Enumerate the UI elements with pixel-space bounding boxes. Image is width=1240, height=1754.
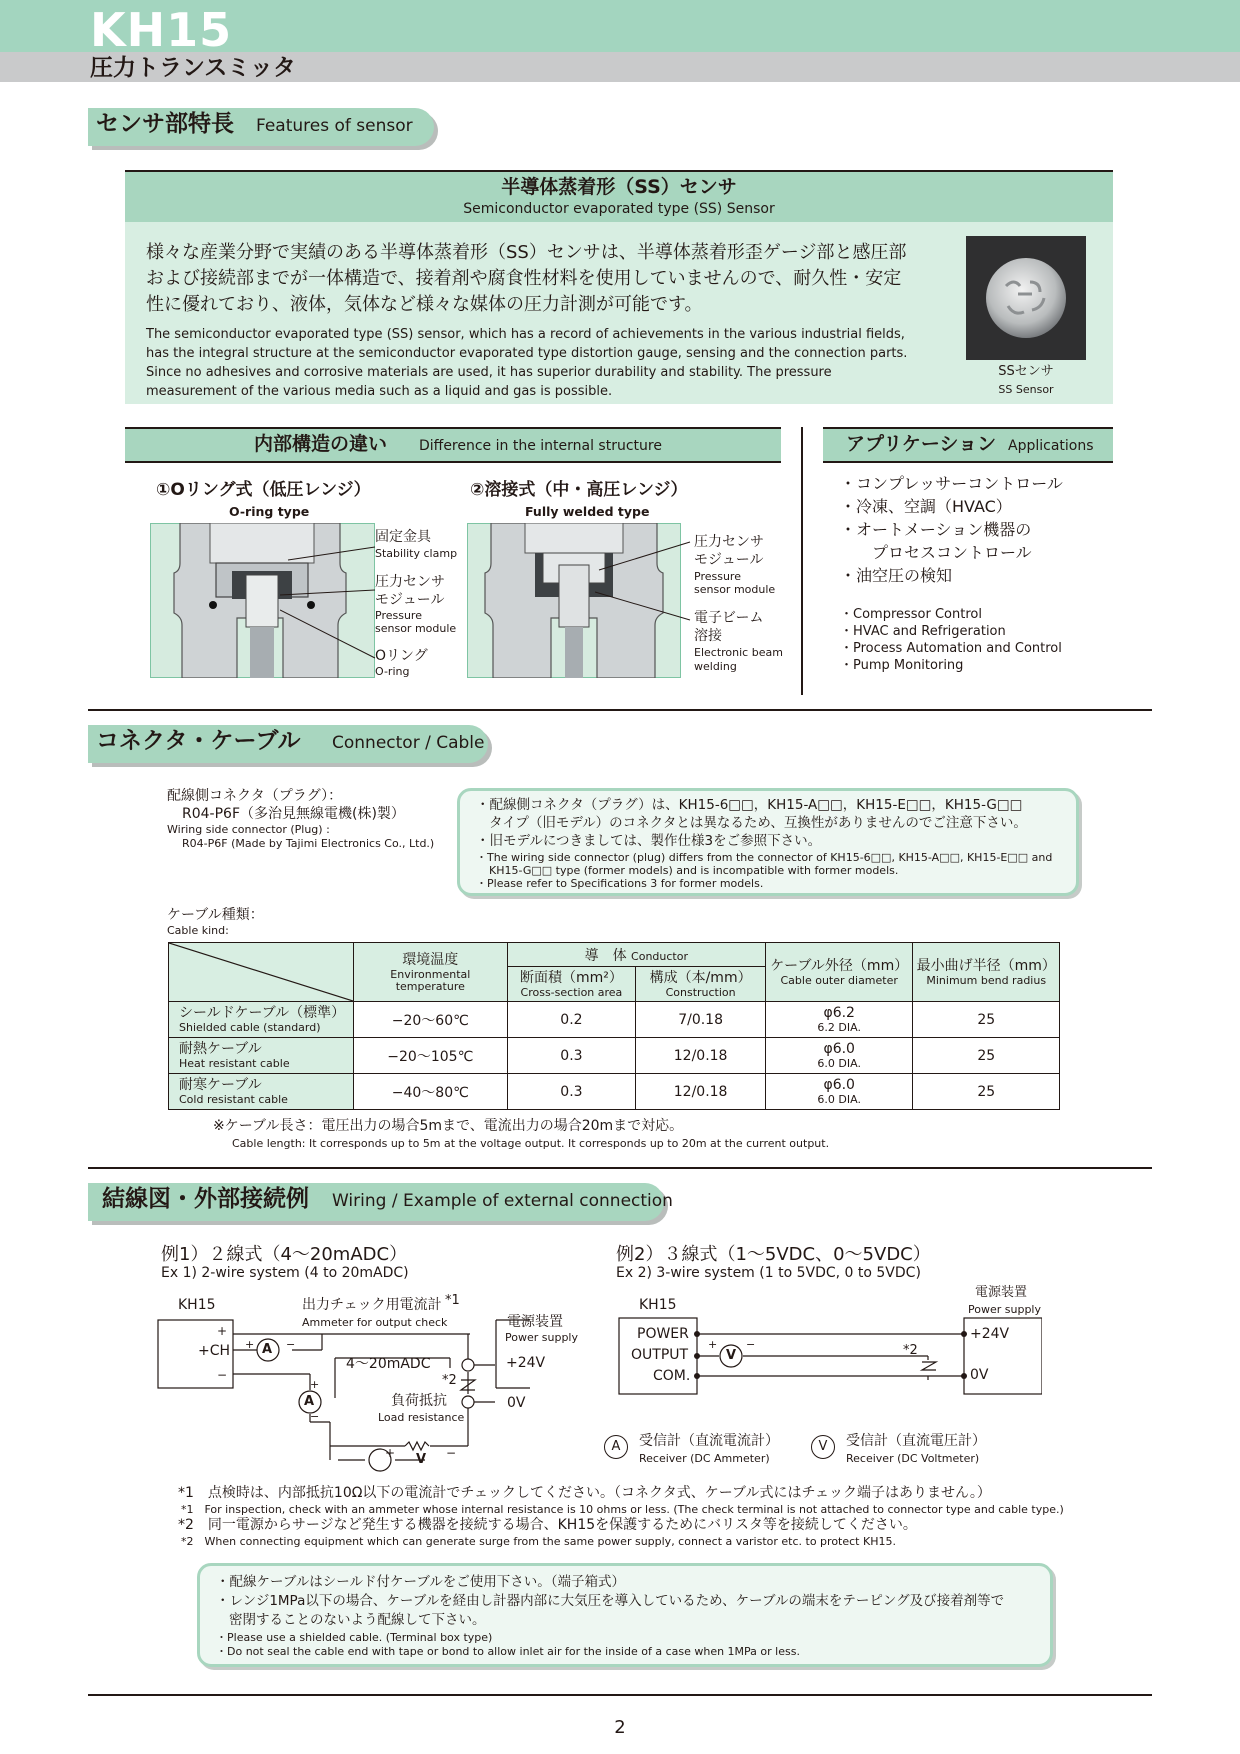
v0-label: 0V: [507, 1395, 526, 1411]
features-body-jp-1: 様々な産業分野で実績のある半導体蒸着形（SS）センサは、半導体蒸着形歪ゲージ部と感圧部: [146, 242, 907, 263]
oring-title-en: O-ring type: [229, 504, 310, 519]
oring-label-module-jp2: モジュール: [375, 592, 445, 608]
plug-label-jp2: R04-P6F（多治見無線電機(株)製）: [182, 806, 405, 822]
internal-title-jp: 内部構造の違い: [254, 433, 388, 455]
connector-note-jp2: タイプ（旧モデル）のコネクタとは異なるため、互換性がありませんのでご注意下さい。: [489, 815, 1027, 831]
minus-mark: −: [310, 1410, 320, 1423]
plug-label-en2: R04-P6F (Made by Tajimi Electronics Co., Ltd.): [182, 837, 435, 850]
features-body-en-3: Since no adhesives and corrosive materials are used, it has superior durability and stability. The pressure: [146, 365, 832, 380]
connector-note-en1: ・The wiring side connector (plug) differs from the connector of KH15-6□□, KH15-A□□, KH15-E□□ and: [476, 851, 1053, 864]
rule: [125, 461, 781, 463]
v0-label: 0V: [970, 1367, 989, 1383]
ammeter-label-en: Ammeter for output check: [302, 1316, 448, 1329]
wiring-note-4: ・Please use a shielded cable. (Terminal box type): [216, 1631, 493, 1644]
note-marker-1: *1: [445, 1293, 460, 1308]
cable-length-note-jp: ※ケーブル長さ：電圧出力の場合5mまで、電流出力の場合20mまで対応。: [213, 1118, 684, 1134]
wiring-note-2: ・レンジ1MPa以下の場合、ケーブルを経由し計器内部に大気圧を導入しているため、ケーブルの端末をテーピング及び接着剤等で: [216, 1593, 1005, 1609]
minus-mark: −: [446, 1446, 457, 1460]
note-marker-2: *2: [442, 1373, 457, 1388]
section-title-jp: 結線図・外部接続例: [102, 1186, 309, 1212]
minus-mark: −: [286, 1338, 296, 1351]
welded-label-weld-en2: welding: [694, 660, 737, 673]
power-supply-label-en: Power supply: [505, 1331, 578, 1344]
plus-mark: +: [245, 1338, 255, 1351]
receiver-voltmeter-symbol: V: [416, 1452, 427, 1467]
section-tab-wiring: [88, 1183, 673, 1221]
footer-rule: [88, 1694, 1152, 1696]
minus-mark: −: [217, 1368, 228, 1382]
oring-label-clamp-jp: 固定金具: [375, 529, 431, 545]
welded-leader-lines: [595, 530, 695, 630]
receiver-ammeter-symbol: A: [304, 1394, 315, 1409]
welded-label-module-en2: sensor module: [694, 583, 776, 596]
header-construction: 構成（本/mm） Construction: [636, 967, 766, 1002]
welded-label-module-en1: Pressure: [694, 570, 741, 583]
oring-label-oring-en: O-ring: [375, 665, 410, 678]
ch-label: +CH: [198, 1343, 231, 1359]
page-subtitle: 圧力トランスミッタ: [90, 55, 296, 81]
connector-note-en2: KH15-G□□ type (former models) and is incompatible with former models.: [489, 864, 899, 877]
application-item-jp-2: ・冷凍、空調（HVAC）: [840, 497, 1012, 516]
cable-table: [168, 942, 1060, 1110]
application-item-en-4: ・Pump Monitoring: [840, 658, 964, 673]
power-supply-label-en: Power supply: [968, 1303, 1041, 1316]
receiver-voltmeter-legend-jp: 受信計（直流電圧計）: [846, 1433, 986, 1449]
example1-title-en: Ex 1) 2-wire system (4 to 20mADC): [161, 1265, 409, 1281]
terminal-power: POWER: [637, 1326, 689, 1342]
example2-title-jp: 例2）３線式（1〜5VDC、0〜5VDC）: [616, 1244, 931, 1265]
welded-title-jp: ②溶接式（中・高圧レンジ）: [470, 480, 688, 500]
section-title-jp: センサ部特長: [96, 111, 234, 137]
note-marker-2: *2: [903, 1343, 918, 1358]
load-label-jp: 負荷抵抗: [391, 1393, 447, 1409]
application-item-jp-4: プロセスコントロール: [840, 543, 1032, 562]
receiver-ammeter-legend-jp: 受信計（直流電流計）: [639, 1433, 779, 1449]
features-body-jp-2: および接続部までが一体構造で、接着剤や腐食性材料を使用していませんので、耐久性・安定: [146, 268, 902, 289]
load-label-en: Load resistance: [378, 1411, 465, 1424]
v24-label: +24V: [506, 1355, 546, 1371]
receiver-voltmeter-legend-symbol: V: [811, 1435, 835, 1459]
features-body-jp-3: 性に優れており、液体，気体など様々な媒体の圧力計測が可能です。: [146, 294, 703, 315]
plus-mark: +: [217, 1324, 228, 1338]
wiring-note-5: ・Do not seal the cable end with tape or bond to allow inlet air for the inside of a case when 1MPa or less.: [216, 1645, 800, 1658]
ammeter-check-symbol: A: [262, 1342, 273, 1357]
receiver-ammeter-legend-symbol: A: [604, 1435, 628, 1459]
kh15-label: KH15: [178, 1297, 216, 1313]
features-body-en-2: has the integral structure at the semiconductor evaporated type distortion gauge, sensing and the connection parts.: [146, 346, 908, 361]
application-item-jp-5: ・油空圧の検知: [840, 566, 953, 585]
oring-leader-lines: [280, 530, 380, 675]
example1-title-jp: 例1）２線式（4〜20mADC）: [161, 1244, 408, 1265]
power-supply-label-jp: 電源装置: [507, 1314, 563, 1330]
kh15-label: KH15: [639, 1297, 677, 1313]
footnote-2-jp: *2 同一電源からサージなど発生する機器を接続する場合、KH15を保護するためにバリスタ等を接続してください。: [178, 1517, 917, 1533]
header-area: 断面積（mm²） Cross-section area: [507, 967, 636, 1002]
header-diameter: ケーブル外径（mm） Cable outer diameter: [765, 943, 913, 1002]
section-divider: [88, 709, 1152, 711]
wiring-note-1: ・配線ケーブルはシールド付ケーブルをご使用下さい。（端子箱式）: [216, 1574, 626, 1590]
page-number: 2: [614, 1717, 626, 1738]
features-box-title-en: Semiconductor evaporated type (SS) Sensor: [463, 201, 775, 217]
oring-title-jp: ①Oリング式（低圧レンジ）: [156, 480, 371, 500]
plus-mark: +: [310, 1378, 320, 1391]
footnote-1-en: *1 For inspection, check with an ammeter whose internal resistance is 10 ohms or less. (The check terminal is not attached to connector type and cable type.): [181, 1503, 1064, 1516]
header-env: 環境温度 Environmental temperature: [354, 943, 508, 1002]
applications-title-jp: アプリケーション: [846, 433, 997, 455]
table-row: 耐寒ケーブル Cold resistant cable −40〜80℃ 0.3 12/0.18 φ6.0 6.0 DIA. 25: [169, 1074, 1060, 1110]
ss-sensor-caption-jp: SSセンサ: [998, 364, 1054, 379]
connector-note-jp3: ・旧モデルにつきましては、製作仕様3をご参照下さい。: [476, 833, 822, 849]
wiring-note-3: 密閉することのないよう配線して下さい。: [229, 1612, 486, 1628]
ammeter-label-jp: 出力チェック用電流計: [302, 1297, 442, 1313]
section-tab-connector: [88, 725, 488, 763]
table-corner: [169, 943, 354, 1002]
features-box-title-jp: 半導体蒸着形（SS）センサ: [501, 176, 737, 198]
welded-label-weld-en1: Electronic beam: [694, 646, 783, 659]
example2-title-en: Ex 2) 3-wire system (1 to 5VDC, 0 to 5VDC): [616, 1265, 921, 1281]
welded-label-weld-jp1: 電子ビーム: [694, 610, 764, 626]
header-bend: 最小曲げ半径（mm） Minimum bend radius: [913, 943, 1060, 1002]
features-body-en-4: measurement of the various media such as a liquid and gas is possible.: [146, 384, 613, 399]
plus-mark: +: [385, 1446, 396, 1460]
application-item-jp-3: ・オートメーション機器の: [840, 520, 1032, 539]
section-title-en: Features of sensor: [256, 116, 413, 136]
v24-label: +24V: [970, 1326, 1010, 1342]
cable-length-note-en: Cable length: It corresponds up to 5m at the voltage output. It corresponds up to 20m at the current output.: [232, 1137, 830, 1150]
table-row: シールドケーブル（標準） Shielded cable (standard) −20〜60℃ 0.2 7/0.18 φ6.2 6.2 DIA. 25: [169, 1002, 1060, 1038]
section-divider: [88, 1167, 1152, 1169]
features-body-en-1: The semiconductor evaporated type (SS) sensor, which has a record of achievements in the various industrial fields,: [146, 327, 905, 342]
receiver-ammeter-legend-en: Receiver (DC Ammeter): [639, 1452, 770, 1465]
minus-mark: −: [746, 1338, 756, 1351]
power-supply-label-jp: 電源装置: [975, 1285, 1028, 1300]
footnote-1-jp: *1 点検時は、内部抵抗10Ω以下の電流計でチェックしてください。（コネクタ式、ケーブル式にはチェック端子はありません。）: [178, 1485, 991, 1501]
plus-mark: +: [708, 1338, 718, 1351]
welded-label-module-jp2: モジュール: [694, 552, 764, 568]
terminal-com: COM.: [653, 1368, 691, 1384]
voltmeter-symbol: V: [726, 1348, 737, 1363]
ss-sensor-caption-en: SS Sensor: [998, 383, 1054, 396]
oring-label-module-en2: sensor module: [375, 622, 457, 635]
section-tab-features: [88, 108, 434, 146]
terminal-output: OUTPUT: [631, 1347, 689, 1363]
section-title-en: Connector / Cable: [332, 733, 485, 753]
application-item-jp-1: ・コンプレッサーコントロール: [840, 474, 1063, 493]
table-row: 耐熱ケーブル Heat resistant cable −20〜105℃ 0.3 12/0.18 φ6.0 6.0 DIA. 25: [169, 1038, 1060, 1074]
header-conductor: 導 体 Conductor: [507, 943, 765, 967]
oring-label-module-en1: Pressure: [375, 609, 422, 622]
model-title: KH15: [90, 3, 233, 57]
section-title-jp: コネクタ・ケーブル: [96, 728, 301, 754]
oring-label-clamp-en: Stability clamp: [375, 547, 458, 560]
cable-kind-jp: ケーブル種類：: [167, 907, 264, 923]
oring-label-module-jp1: 圧力センサ: [375, 574, 445, 590]
application-item-en-1: ・Compressor Control: [840, 607, 982, 622]
oring-label-oring-jp: Oリング: [375, 648, 428, 664]
connector-note-jp1: ・配線側コネクタ（プラグ）は、KH15-6□□，KH15-A□□，KH15-E□□，KH15-G□□: [476, 797, 1023, 813]
welded-label-module-jp1: 圧力センサ: [694, 534, 764, 550]
footnote-2-en: *2 When connecting equipment which can generate surge from the same power supply, connect a varistor etc. to protect KH15.: [181, 1535, 896, 1548]
application-item-en-3: ・Process Automation and Control: [840, 641, 1062, 656]
welded-label-weld-jp2: 溶接: [694, 628, 722, 644]
ss-sensor-photo: [966, 236, 1086, 360]
application-item-en-2: ・HVAC and Refrigeration: [840, 624, 1006, 639]
connector-note-en3: ・Please refer to Specifications 3 for former models.: [476, 877, 764, 890]
current-range-label: 4〜20mADC: [346, 1356, 431, 1372]
cable-kind-en: Cable kind:: [167, 924, 229, 937]
welded-title-en: Fully welded type: [525, 504, 650, 519]
plug-label-jp1: 配線側コネクタ（プラグ）：: [167, 788, 343, 804]
receiver-voltmeter-legend-en: Receiver (DC Voltmeter): [846, 1452, 980, 1465]
internal-title-en: Difference in the internal structure: [419, 438, 662, 454]
column-divider: [801, 427, 803, 695]
plug-label-en1: Wiring side connector (Plug) :: [167, 823, 330, 836]
applications-title-en: Applications: [1008, 438, 1094, 454]
section-title-en: Wiring / Example of external connection: [332, 1191, 673, 1211]
rule: [823, 461, 1113, 463]
